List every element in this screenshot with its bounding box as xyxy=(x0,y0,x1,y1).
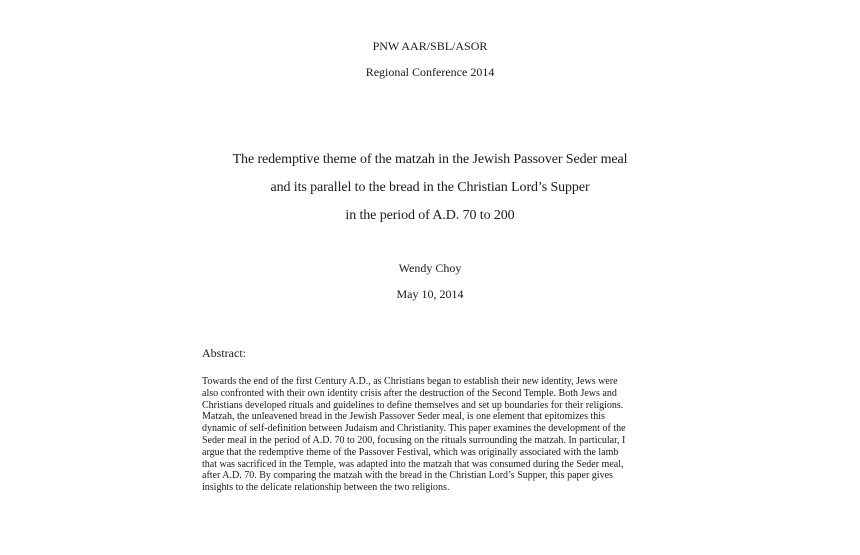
abstract-line: Towards the end of the first Century A.D., as Christians began to establish their new identity, Jews were xyxy=(202,376,618,387)
abstract-line: insights to the delicate relationship between the two religions. xyxy=(202,482,450,494)
title-line-3: in the period of A.D. 70 to 200 xyxy=(345,208,515,223)
title-line-2: and its parallel to the bread in the Christian Lord’s Supper xyxy=(270,180,590,195)
abstract-line: argue that the redemptive theme of the Passover Festival, which was originally associated with the lamb xyxy=(202,446,619,458)
abstract-line: Matzah, the unleavened bread in the Jewish Passover Seder meal, is one element that epitomizes this xyxy=(202,411,605,423)
paper-date: May 10, 2014 xyxy=(396,287,464,301)
abstract-label: Abstract: xyxy=(202,346,246,360)
abstract-line: after A.D. 70. By comparing the matzah with the bread in the Christian Lord’s Supper, this paper gives xyxy=(202,470,613,482)
abstract-body xyxy=(202,376,664,494)
title-line-1: The redemptive theme of the matzah in the Jewish Passover Seder meal xyxy=(232,152,628,167)
abstract-line: Seder meal in the period of A.D. 70 to 200, focusing on the rituals surrounding the matzah. In particular, I xyxy=(202,434,626,446)
abstract-line: that was sacrificed in the Temple, was adapted into the matzah that was consumed during the Seder meal, xyxy=(202,458,624,470)
conference-name: Regional Conference 2014 xyxy=(365,65,495,79)
author-name: Wendy Choy xyxy=(398,261,462,275)
abstract-line: Christians developed rituals and guidelines to define themselves and set up boundaries for their religions. xyxy=(202,399,624,411)
conference-org: PNW AAR/SBL/ASOR xyxy=(372,39,488,53)
abstract-line: dynamic of self-definition between Judaism and Christianity. This paper examines the development of the xyxy=(202,423,626,435)
abstract-line: also confronted with their own identity crisis after the destruction of the Second Temple. Both Jews and xyxy=(202,387,617,399)
